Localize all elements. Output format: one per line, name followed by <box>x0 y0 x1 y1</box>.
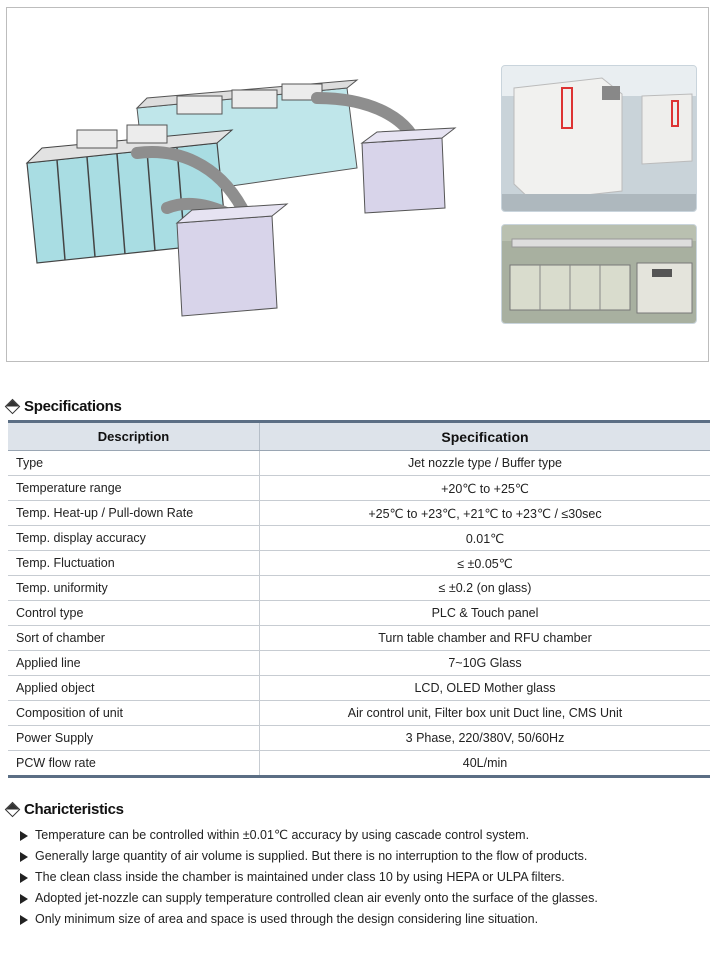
diamond-bullet-icon <box>5 802 21 818</box>
list-item: Only minimum size of area and space is used through the design considering line situation. <box>20 909 598 930</box>
table-row <box>8 551 710 576</box>
row-value: Air control unit, Filter box unit Duct line, CMS Unit <box>260 701 711 726</box>
table-row <box>8 501 710 526</box>
triangle-bullet-icon <box>20 873 28 883</box>
triangle-bullet-icon <box>20 915 28 925</box>
table-row <box>8 476 710 501</box>
row-description: Sort of chamber <box>8 626 260 651</box>
row-value: PLC & Touch panel <box>260 601 711 626</box>
row-value: 3 Phase, 220/380V, 50/60Hz <box>260 726 711 751</box>
row-description: Control type <box>8 601 260 626</box>
row-description: Applied line <box>8 651 260 676</box>
row-value: LCD, OLED Mother glass <box>260 676 711 701</box>
specifications-table <box>8 420 710 778</box>
row-description: Temperature range <box>8 476 260 501</box>
row-description: Temp. display accuracy <box>8 526 260 551</box>
table-row <box>8 701 710 726</box>
row-description: Applied object <box>8 676 260 701</box>
triangle-bullet-icon <box>20 894 28 904</box>
row-description: Temp. Fluctuation <box>8 551 260 576</box>
characteristics-heading: Charicteristics <box>4 801 124 818</box>
row-description: Power Supply <box>8 726 260 751</box>
row-description: Composition of unit <box>8 701 260 726</box>
list-item: Temperature can be controlled within ±0.01℃ accuracy by using cascade control system. <box>20 825 598 846</box>
column-header-specification: Specification <box>260 422 711 451</box>
table-row <box>8 751 710 777</box>
table-row <box>8 576 710 601</box>
table-row <box>8 601 710 626</box>
table-row <box>8 526 710 551</box>
list-item: Generally large quantity of air volume is supplied. But there is no interruption to the flow of products. <box>20 846 598 867</box>
table-row <box>8 626 710 651</box>
list-item: Adopted jet-nozzle can supply temperature controlled clean air evenly onto the surface of the glasses. <box>20 888 598 909</box>
row-description: Type <box>8 451 260 476</box>
row-value: Jet nozzle type / Buffer type <box>260 451 711 476</box>
row-description: Temp. uniformity <box>8 576 260 601</box>
chamber-photo <box>501 224 697 324</box>
row-value: ≤ ±0.2 (on glass) <box>260 576 711 601</box>
triangle-bullet-icon <box>20 831 28 841</box>
row-value: ≤ ±0.05℃ <box>260 551 711 576</box>
row-value: +25℃ to +23℃, +21℃ to +23℃ / ≤30sec <box>260 501 711 526</box>
characteristics-list <box>20 825 598 930</box>
row-value: 7~10G Glass <box>260 651 711 676</box>
diamond-bullet-icon <box>5 399 21 415</box>
table-row <box>8 651 710 676</box>
column-header-description: Description <box>8 422 260 451</box>
triangle-bullet-icon <box>20 852 28 862</box>
hero-image-panel <box>6 7 709 362</box>
specifications-heading: Specifications <box>4 398 122 415</box>
table-row <box>8 676 710 701</box>
row-value: 40L/min <box>462 756 508 770</box>
table-row <box>8 726 710 751</box>
table-header-row <box>8 422 710 451</box>
row-description: Temp. Heat-up / Pull-down Rate <box>8 501 260 526</box>
row-value: Turn table chamber and RFU chamber <box>260 626 711 651</box>
row-value: 0.01℃ <box>260 526 711 551</box>
row-description: PCW flow rate <box>8 751 260 777</box>
list-item: The clean class inside the chamber is maintained under class 10 by using HEPA or ULPA filters. <box>20 867 598 888</box>
unit-photo <box>501 65 697 212</box>
row-value: +20℃ to +25℃ <box>260 476 711 501</box>
system-diagram <box>17 68 482 333</box>
table-row <box>8 451 710 476</box>
